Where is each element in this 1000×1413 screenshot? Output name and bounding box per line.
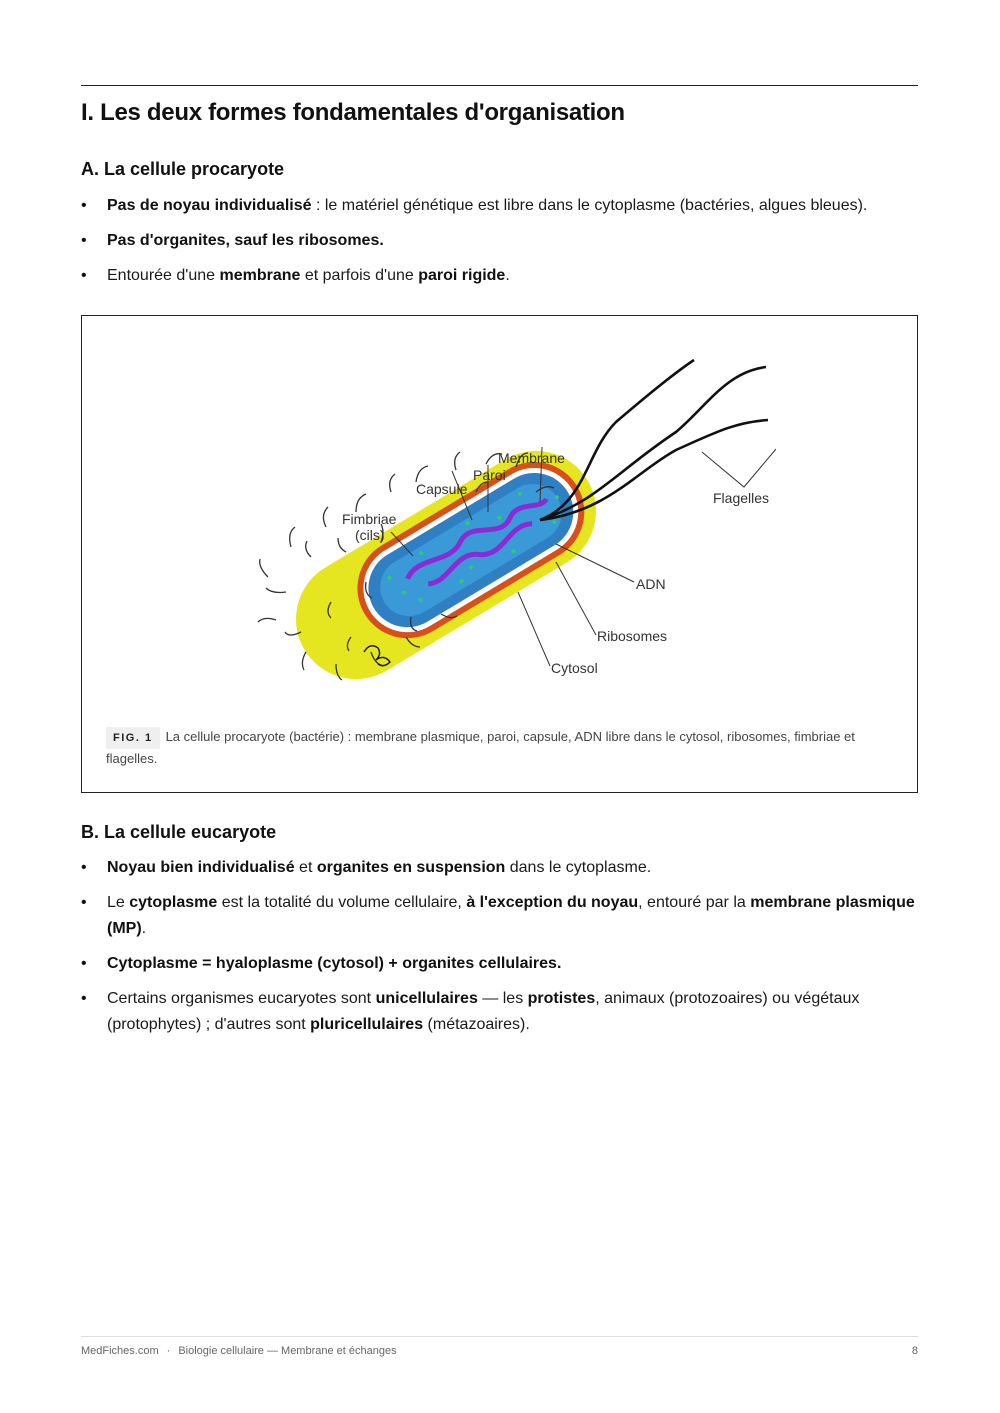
list-item: • Pas d'organites, sauf les ribosomes.: [81, 228, 918, 254]
label-adn: ADN: [636, 576, 666, 592]
footer-separator: ·: [166, 1345, 171, 1357]
list-item: • Noyau bien individualisé et organites en suspension dans le cytoplasme.: [81, 855, 918, 881]
prokaryote-heading: A. La cellule procaryote: [81, 159, 285, 179]
label-fimbriae: Fimbriae: [342, 511, 397, 527]
label-paroi: Paroi: [473, 467, 506, 483]
label-capsule: Capsule: [416, 481, 468, 497]
footer-course: Biologie cellulaire — Membrane et échanges: [178, 1345, 397, 1357]
list-item: • Entourée d'une membrane et parfois d'une paroi rigide.: [81, 263, 918, 289]
label-cytosol: Cytosol: [551, 660, 598, 676]
figure-box: [81, 315, 918, 793]
label-cils: (cils): [355, 527, 385, 543]
label-membrane: Membrane: [498, 450, 565, 466]
page-number: 8: [911, 1345, 918, 1357]
footer-site: MedFiches.com: [81, 1345, 159, 1357]
page-footer: [81, 1345, 918, 1357]
eukaryote-list: [81, 855, 918, 1038]
list-item: • Le cytoplasme est la totalité du volume cellulaire, à l'exception du noyau, entouré par la membrane plasmique (MP).: [81, 890, 918, 942]
prokaryote-list: [81, 193, 918, 289]
footer-rule: [81, 1336, 918, 1337]
figure-tag: FIG. 1: [106, 727, 160, 749]
bacterium-diagram: [256, 352, 776, 702]
figure-caption: [106, 727, 896, 769]
document-page: [81, 0, 918, 1413]
figure-caption-text: La cellule procaryote (bactérie) : membrane plasmique, paroi, capsule, ADN libre dans le cytosol, ribosomes, fimbriae et flagelles.: [106, 729, 855, 766]
top-rule: [81, 85, 918, 86]
list-item: • Certains organismes eucaryotes sont unicellulaires — les protistes, animaux (protozoaires) ou végétaux (protophytes) ; d'autres sont pluricellulaires (métazoaires).: [81, 986, 918, 1038]
list-item: • Pas de noyau individualisé : le matériel génétique est libre dans le cytoplasme (bactéries, algues bleues).: [81, 193, 918, 219]
label-flagelles: Flagelles: [713, 490, 770, 506]
list-item: • Cytoplasme = hyaloplasme (cytosol) + organites cellulaires.: [81, 951, 918, 977]
section-title: I. Les deux formes fondamentales d'organisation: [81, 99, 625, 126]
label-ribosomes: Ribosomes: [597, 628, 668, 644]
eukaryote-heading: B. La cellule eucaryote: [81, 822, 277, 842]
